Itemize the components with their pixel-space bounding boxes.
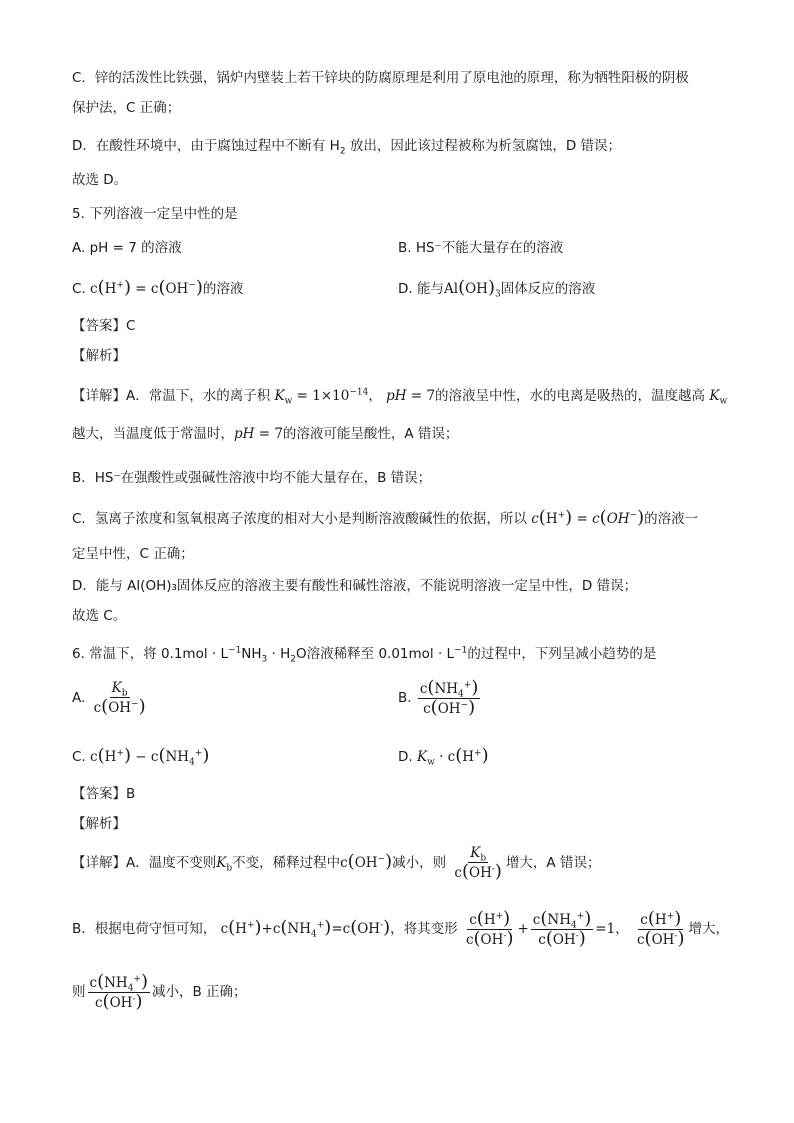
q5-detail-a-line2: 越大，当温度低于常温时，pH = 7的溶液可能呈酸性，A 错误； <box>72 426 459 442</box>
q5-detail-c-line1: C．氢离子浓度和氢氧根离子浓度的相对大小是判断溶液酸碱性的依据，所以 c(H+) = c(OH−)的溶液一 <box>72 507 699 528</box>
q5-answer: 【答案】C <box>72 318 136 334</box>
q6-option-a: A. $\frac{K_b}{c(OH^-)}$ <box>72 680 146 717</box>
q6-stem: 6. 常温下，将 $0.1mol \cdot L^{-1}NH_3 \cdot H_2O$溶液稀释至 $0.01mol \cdot L^{-1}$的过程中，下列呈减小趋势的是 <box>72 645 657 665</box>
q5-detail-d: D．能与 Al(OH)₃固体反应的溶液主要有酸性和碱性溶液，不能说明溶液一定呈中性，D 错误； <box>72 578 638 594</box>
q6-option-d: D. $K_w \cdot c(H^+)$ <box>398 745 489 768</box>
q5-detail-c-line2: 定呈中性，C 正确； <box>72 546 194 562</box>
prev-option-d: D．在酸性环境中，由于腐蚀过程中不断有 $H_2$ 放出，因此该过程被称为析氢腐蚀，D 错误； <box>72 138 622 157</box>
q5-option-d: D. 能与$Al(OH)_3$固体反应的溶液 <box>398 277 596 300</box>
q5-detail-b: B．HS⁻在强酸性或强碱性溶液中均不能大量存在，B 错误； <box>72 470 432 486</box>
q6-answer: 【答案】B <box>72 786 136 802</box>
q5-stem: 5. 下列溶液一定呈中性的是 <box>72 206 238 222</box>
q6-option-b: B. $\frac{c(NH_4^+)}{c(OH^-)}$ <box>398 676 479 718</box>
q6-detail-b-line1: B．根据电荷守恒可知， $c(H^+)+c(NH_4^+)=c(OH^-)$，将其变形 $\frac{c(H^+)}{c(OH^-)}$ + $\frac{c(NH_4^+)}{c(OH^-)}$ =1， $\frac{c(H^+)}{c(OH^-)}$ 增大， <box>72 907 729 949</box>
q5-detail-a-line1: 【详解】A．常温下，水的离子积 $K_w = 1\times 10^{-14}$， pH = 7的溶液呈中性，水的电离是吸热的，温度越高 $K_w$ <box>72 387 728 407</box>
q5-option-b: B. HS⁻不能大量存在的溶液 <box>398 240 564 256</box>
q5-conclusion: 故选 C。 <box>72 608 127 624</box>
prev-conclusion: 故选 D。 <box>72 172 128 188</box>
prev-option-c-line2: 保护法，C 正确； <box>72 100 181 116</box>
q5-option-a: A. pH = 7 的溶液 <box>72 240 182 256</box>
q6-detail-b-line2: 则 $\frac{c(NH_4^+)}{c(OH^-)}$ 减小，B 正确； <box>72 970 247 1012</box>
q5-option-c: C. c(H+) = c(OH−)的溶液 <box>72 277 244 298</box>
q5-analysis-label: 【解析】 <box>72 348 126 364</box>
q6-option-c: C. $c(H^+) - c(NH_4^+)$ <box>72 745 210 768</box>
q6-analysis-label: 【解析】 <box>72 816 126 832</box>
prev-option-c-line1: C．锌的活泼性比铁强，锅炉内壁装上若干锌块的防腐原理是利用了原电池的原理，称为牺牲阳极的阴极 <box>72 70 689 86</box>
q6-detail-a: 【详解】A．温度不变则$K_b$不变，稀释过程中c(OH−)减小，则 $\frac{K_b}{c(OH^-)}$ 增大，A 错误； <box>72 845 601 882</box>
